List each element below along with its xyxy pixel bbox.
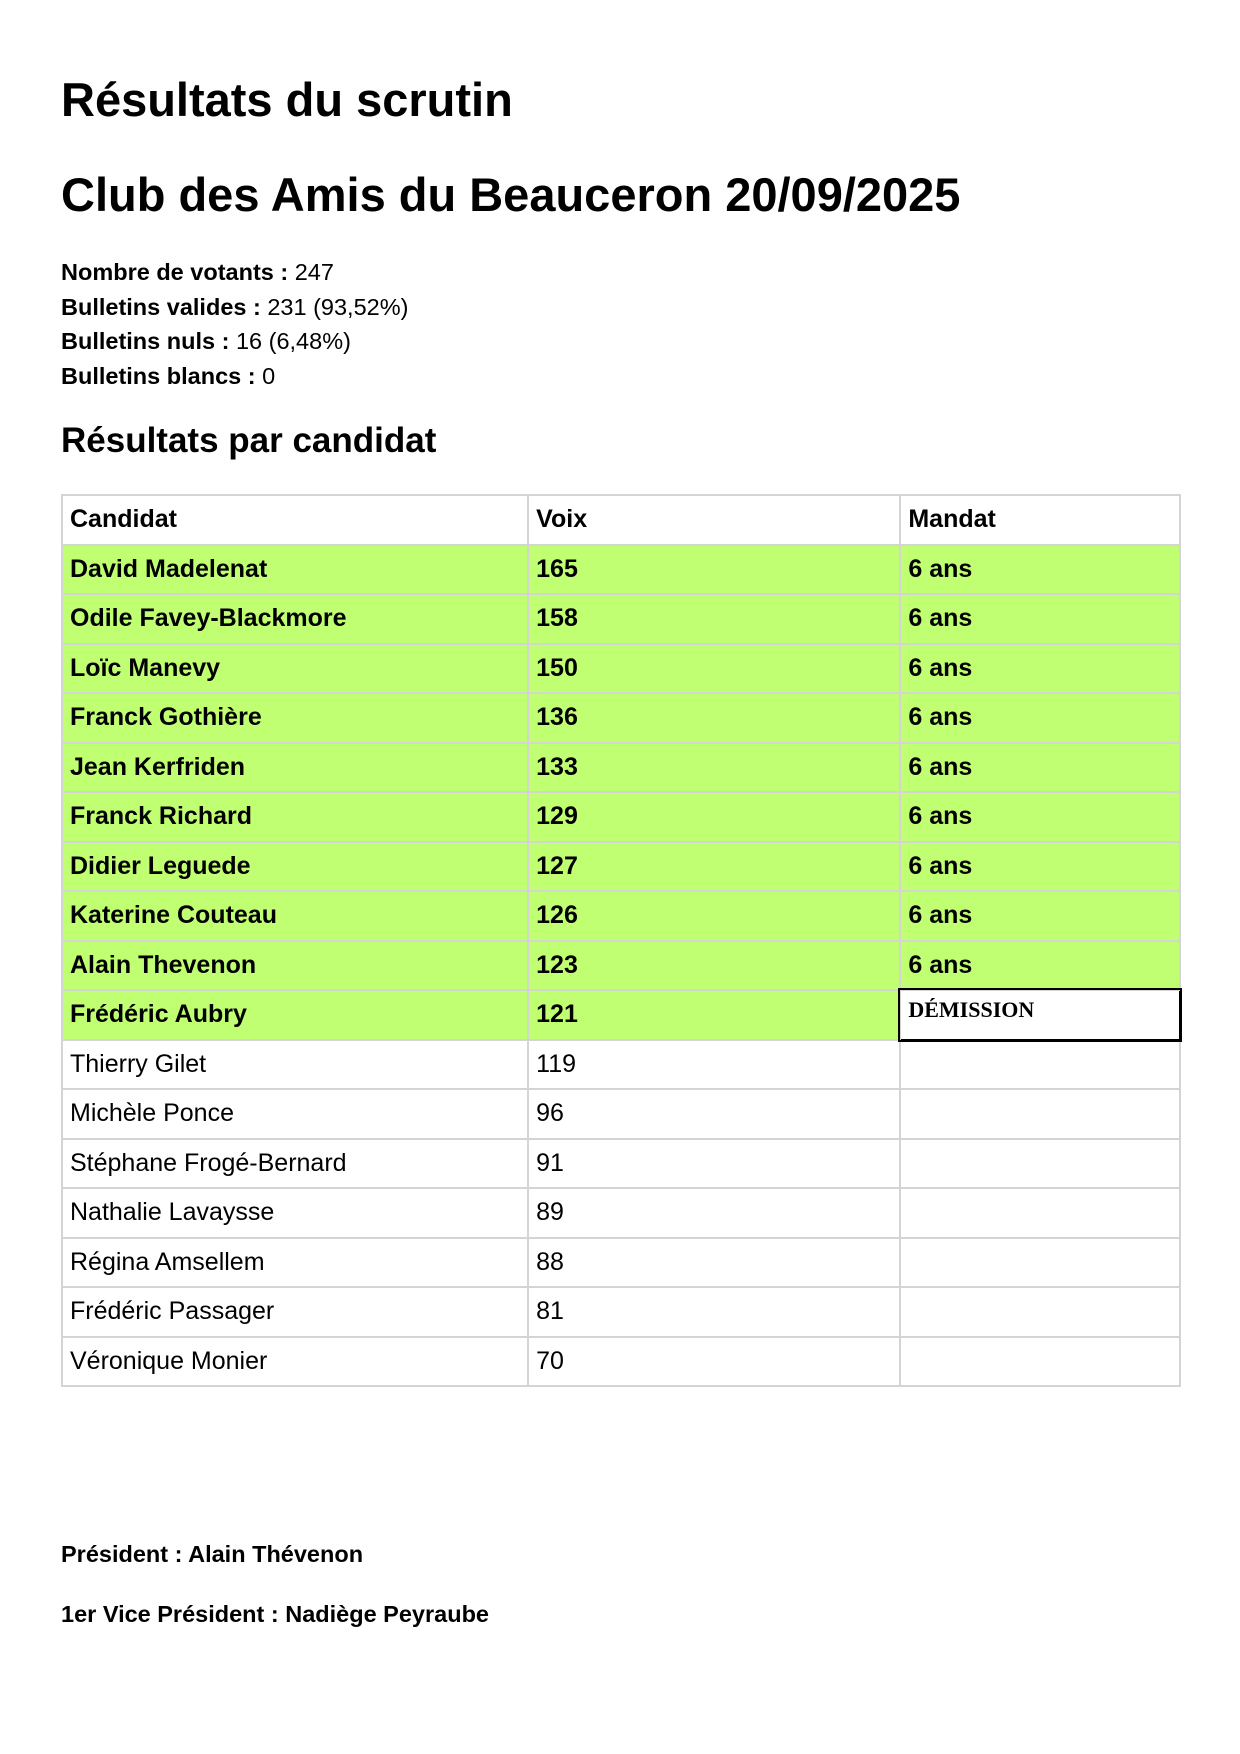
table-row (62, 1238, 1180, 1288)
table-row (62, 792, 1180, 842)
candidate-name-cell: Michèle Ponce (62, 1089, 528, 1139)
results-body (62, 545, 1180, 1387)
candidate-name-cell: Didier Leguede (62, 842, 528, 892)
table-row (62, 1040, 1180, 1090)
candidate-name-cell: Katerine Couteau (62, 891, 528, 941)
vice-president-line: 1er Vice Président : Nadiège Peyraube (61, 1601, 489, 1627)
page-title: Résultats du scrutin (61, 73, 513, 126)
votes-cell: 127 (528, 842, 900, 892)
table-row (62, 1337, 1180, 1387)
votes-cell: 133 (528, 743, 900, 793)
stat-label: Bulletins valides : (61, 293, 261, 320)
header-mandat: Mandat (900, 495, 1180, 545)
candidate-name-cell: Jean Kerfriden (62, 743, 528, 793)
stat-votants (61, 255, 408, 290)
candidate-name-cell: Nathalie Lavaysse (62, 1188, 528, 1238)
stat-value: 247 (294, 259, 334, 285)
section-title: Résultats par candidat (61, 421, 437, 460)
mandat-cell: 6 ans (900, 644, 1180, 694)
votes-cell: 89 (528, 1188, 900, 1238)
votes-cell: 129 (528, 792, 900, 842)
votes-cell: 136 (528, 693, 900, 743)
candidate-name-cell: Odile Favey-Blackmore (62, 594, 528, 644)
mandat-cell (900, 1287, 1180, 1337)
table-row (62, 1139, 1180, 1189)
table-row (62, 842, 1180, 892)
candidate-name-cell: Franck Gothière (62, 693, 528, 743)
mandat-cell: DÉMISSION (900, 990, 1180, 1040)
president-line: Président : Alain Thévenon (61, 1541, 364, 1567)
mandat-cell (900, 1139, 1180, 1189)
page-subtitle: Club des Amis du Beauceron 20/09/2025 (61, 168, 961, 221)
stat-value: 16 (6,48%) (235, 328, 351, 354)
stat-label: Bulletins blancs : (61, 362, 256, 389)
candidate-name-cell: Thierry Gilet (62, 1040, 528, 1090)
table-row (62, 1287, 1180, 1337)
table-row (62, 743, 1180, 793)
mandat-cell: 6 ans (900, 842, 1180, 892)
header-candidat: Candidat (62, 495, 528, 545)
candidate-name-cell: Frédéric Aubry (62, 990, 528, 1040)
votes-cell: 91 (528, 1139, 900, 1189)
votes-cell: 121 (528, 990, 900, 1040)
stat-value: 0 (262, 362, 276, 389)
stat-valides (61, 290, 408, 325)
mandat-cell (900, 1188, 1180, 1238)
candidate-name-cell: Franck Richard (62, 792, 528, 842)
table-row (62, 545, 1180, 595)
candidate-name-cell: Véronique Monier (62, 1337, 528, 1387)
header-voix: Voix (528, 495, 900, 545)
mandat-cell: 6 ans (900, 594, 1180, 644)
votes-cell: 96 (528, 1089, 900, 1139)
candidate-name-cell: Frédéric Passager (62, 1287, 528, 1337)
mandat-cell: 6 ans (900, 545, 1180, 595)
vote-statistics (61, 255, 408, 393)
stat-value: 231 (93,52%) (267, 293, 409, 320)
votes-cell: 150 (528, 644, 900, 694)
table-row (62, 1188, 1180, 1238)
table-row (62, 941, 1180, 991)
table-row (62, 1089, 1180, 1139)
table-row (62, 594, 1180, 644)
mandat-cell (900, 1040, 1180, 1090)
mandat-cell: 6 ans (900, 891, 1180, 941)
votes-cell: 81 (528, 1287, 900, 1337)
mandat-cell (900, 1089, 1180, 1139)
mandat-cell (900, 1238, 1180, 1288)
candidate-name-cell: Régina Amsellem (62, 1238, 528, 1288)
candidate-name-cell: Stéphane Frogé-Bernard (62, 1139, 528, 1189)
candidate-name-cell: Loïc Manevy (62, 644, 528, 694)
table-row (62, 990, 1180, 1040)
stat-nuls (61, 324, 408, 359)
mandat-cell: 6 ans (900, 743, 1180, 793)
votes-cell: 165 (528, 545, 900, 595)
table-header-row (62, 495, 1180, 545)
votes-cell: 88 (528, 1238, 900, 1288)
votes-cell: 158 (528, 594, 900, 644)
table-row (62, 891, 1180, 941)
mandat-cell: 6 ans (900, 693, 1180, 743)
votes-cell: 70 (528, 1337, 900, 1387)
table-row (62, 693, 1180, 743)
candidate-name-cell: David Madelenat (62, 545, 528, 595)
candidate-name-cell: Alain Thevenon (62, 941, 528, 991)
stat-blancs (61, 359, 408, 394)
table-row (62, 644, 1180, 694)
mandat-cell: 6 ans (900, 941, 1180, 991)
mandat-cell (900, 1337, 1180, 1387)
votes-cell: 126 (528, 891, 900, 941)
votes-cell: 123 (528, 941, 900, 991)
results-table (61, 494, 1181, 1387)
stat-label: Nombre de votants : (61, 259, 289, 285)
stat-label: Bulletins nuls : (61, 328, 230, 354)
mandat-cell: 6 ans (900, 792, 1180, 842)
votes-cell: 119 (528, 1040, 900, 1090)
